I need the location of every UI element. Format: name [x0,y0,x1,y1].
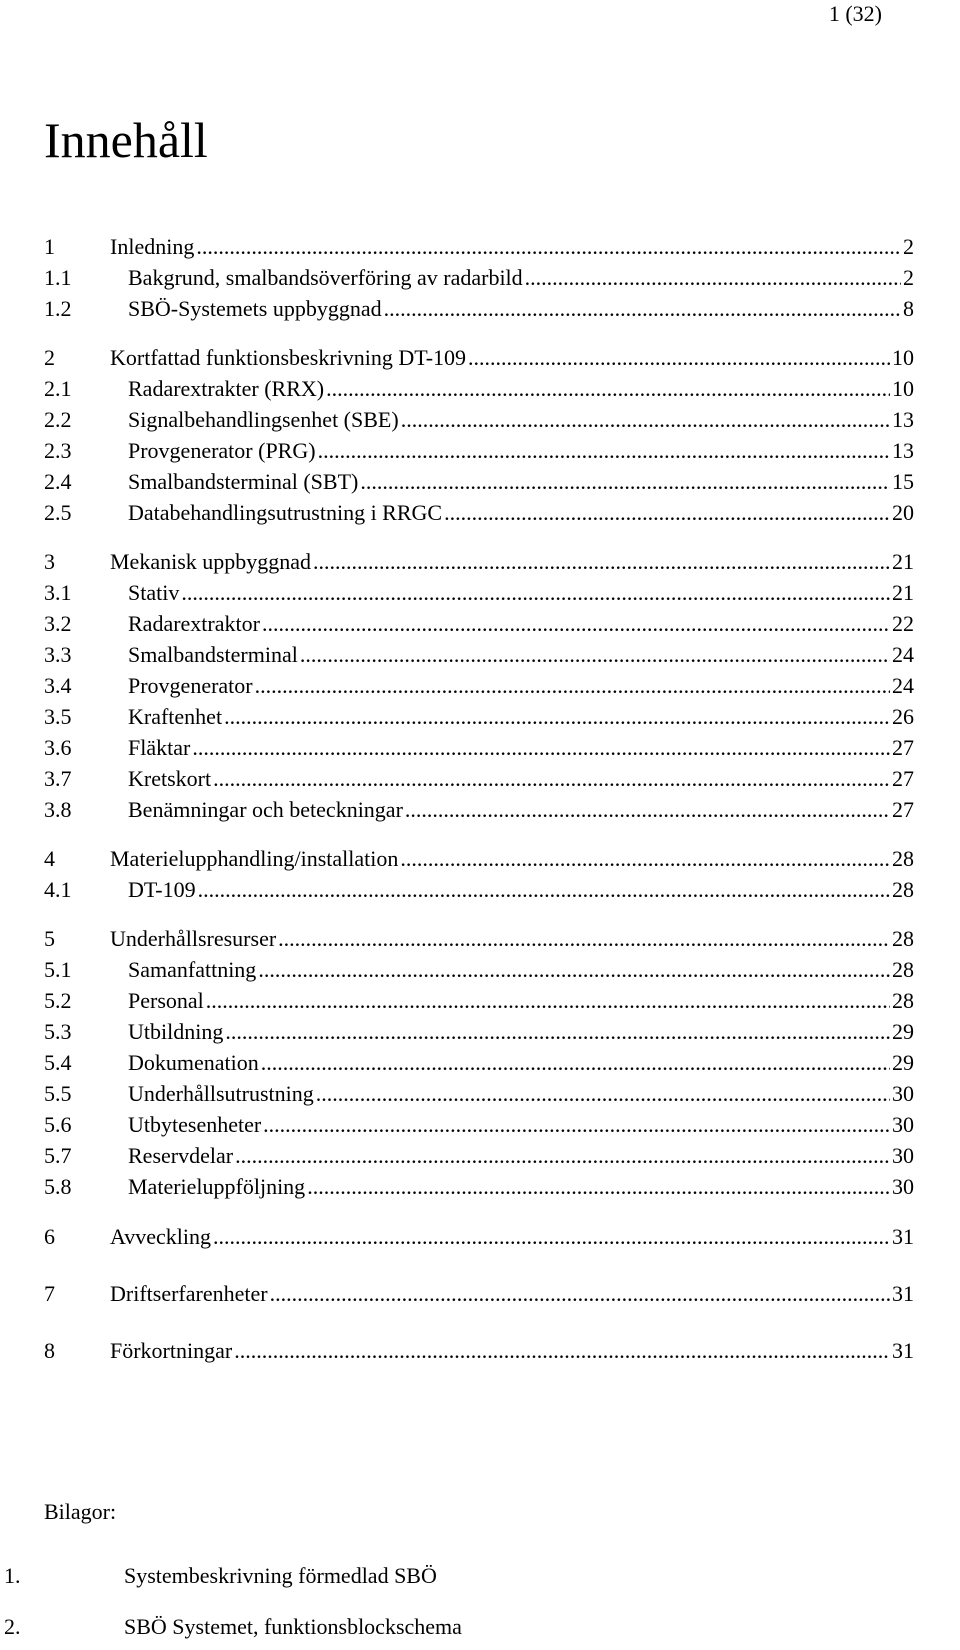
toc-entry[interactable] [44,844,914,874]
toc-entry-number: 2.1 [44,376,72,401]
toc-entry-label: Personal [128,988,204,1013]
toc-entry-label: Underhållsresurser [110,926,277,951]
toc-entry-label: Inledning [110,234,195,259]
toc-dot-leader [213,1222,890,1252]
toc-entry-number: 2.4 [44,469,72,494]
toc-entry[interactable] [44,702,914,732]
toc-entry-label: Materieluppföljning [128,1174,306,1199]
toc-entry-page: 22 [892,611,914,636]
toc-entry-label: Utbildning [128,1019,224,1044]
toc-dot-leader [261,1048,890,1078]
toc-entry-number: 3.4 [44,673,72,698]
toc-entry-page: 30 [892,1081,914,1106]
toc-dot-leader [192,733,890,763]
toc-entry-number: 7 [44,1281,55,1306]
toc-entry-page: 28 [892,988,914,1013]
toc-entry-label: Radarextrakter (RRX) [128,376,325,401]
appendix-item [4,1612,462,1642]
toc-entry-page: 13 [892,438,914,463]
toc-entry-label: Signalbehandlingsenhet (SBE) [128,407,399,432]
toc-entry-number: 2.2 [44,407,72,432]
toc-dot-leader [198,875,890,905]
toc-entry[interactable] [44,294,914,324]
toc-entry[interactable] [44,263,914,293]
toc-dot-leader [326,374,890,404]
toc-entry[interactable] [44,986,914,1016]
toc-entry-number: 5.3 [44,1019,72,1044]
toc-entry[interactable] [44,955,914,985]
toc-entry[interactable] [44,405,914,435]
toc-entry[interactable] [44,547,914,577]
toc-entry-page: 28 [892,877,914,902]
toc-dot-leader [307,1172,890,1202]
toc-entry[interactable] [44,1336,914,1366]
toc-entry-page: 20 [892,500,914,525]
toc-entry-page: 31 [892,1224,914,1249]
toc-entry-label: Samanfattning [128,957,257,982]
toc-entry[interactable] [44,1110,914,1140]
toc-entry[interactable] [44,1172,914,1202]
toc-entry-page: 29 [892,1050,914,1075]
toc-entry-number: 1.2 [44,296,72,321]
toc-entry[interactable] [44,1279,914,1309]
toc-entry-number: 2.3 [44,438,72,463]
toc-entry[interactable] [44,671,914,701]
toc-entry-label: Provgenerator [128,673,253,698]
toc-entry-label: Smalbandsterminal (SBT) [128,469,359,494]
toc-dot-leader [263,1110,890,1140]
toc-dot-leader [206,986,890,1016]
toc-dot-leader [401,405,890,435]
toc-entry[interactable] [44,374,914,404]
toc-entry-number: 5.2 [44,988,72,1013]
toc-entry-number: 4 [44,846,55,871]
page-title: Innehåll [44,112,208,168]
toc-entry-number: 2.5 [44,500,72,525]
toc-entry-number: 5.7 [44,1143,72,1168]
toc-entry-label: Stativ [128,580,180,605]
toc-entry-page: 29 [892,1019,914,1044]
toc-entry-number: 2 [44,345,55,370]
toc-dot-leader [224,702,890,732]
toc-entry[interactable] [44,343,914,373]
toc-entry[interactable] [44,436,914,466]
toc-entry-label: Kraftenhet [128,704,223,729]
toc-entry[interactable] [44,1222,914,1252]
toc-entry-page: 21 [892,580,914,605]
appendices-heading: Bilagor: [44,1499,117,1524]
toc-entry-page: 28 [892,957,914,982]
toc-entry-number: 3.3 [44,642,72,667]
toc-dot-leader [525,263,901,293]
toc-entry-label: Smalbandsterminal [128,642,298,667]
toc-entry-label: Dokumenation [128,1050,259,1075]
toc-entry-page: 30 [892,1174,914,1199]
toc-entry-number: 1 [44,234,55,259]
toc-entry[interactable] [44,467,914,497]
toc-entry-label: DT-109 [128,877,196,902]
toc-dot-leader [360,467,890,497]
toc-dot-leader [400,844,890,874]
toc-dot-leader [318,436,890,466]
toc-entry-page: 28 [892,846,914,871]
toc-entry-label: Radarextraktor [128,611,260,636]
toc-entry-number: 3.7 [44,766,72,791]
toc-entry-page: 27 [892,797,914,822]
toc-entry-number: 3.8 [44,797,72,822]
toc-entry[interactable] [44,764,914,794]
toc-entry-number: 3.2 [44,611,72,636]
toc-entry-number: 5.5 [44,1081,72,1106]
toc-entry[interactable] [44,1048,914,1078]
toc-entry-page: 24 [892,673,914,698]
toc-entry-label: SBÖ-Systemets uppbyggnad [128,296,382,321]
toc-entry-page: 10 [892,376,914,401]
toc-entry-number: 6 [44,1224,55,1249]
toc-entry-label: Benämningar och beteckningar [128,797,403,822]
toc-entry-label: Driftserfarenheter [110,1281,268,1306]
toc-entry-page: 31 [892,1338,914,1363]
toc-entry-label: Utbytesenheter [128,1112,262,1137]
toc-dot-leader [278,924,890,954]
toc-dot-leader [196,232,901,262]
toc-dot-leader [235,1141,890,1171]
toc-entry-number: 5.8 [44,1174,72,1199]
toc-entry-page: 13 [892,407,914,432]
toc-entry-number: 3.5 [44,704,72,729]
toc-entry-page: 2 [903,265,914,290]
toc-dot-leader [468,343,890,373]
toc-entry-page: 21 [892,549,914,574]
toc-entry-number: 3.6 [44,735,72,760]
toc-entry-label: Avveckling [110,1224,212,1249]
appendix-label: SBÖ Systemet, funktionsblockschema [124,1614,462,1639]
toc-entry-number: 3.1 [44,580,72,605]
toc-dot-leader [405,795,890,825]
toc-entry-page: 15 [892,469,914,494]
toc-entry-label: Mekanisk uppbyggnad [110,549,312,574]
toc-dot-leader [444,498,890,528]
toc-entry-label: Kortfattad funktionsbeskrivning DT-109 [110,345,467,370]
toc-entry-label: Förkortningar [110,1338,233,1363]
toc-entry[interactable] [44,498,914,528]
toc-entry-page: 30 [892,1112,914,1137]
toc-entry-page: 27 [892,766,914,791]
toc-entry-label: Kretskort [128,766,212,791]
toc-dot-leader [181,578,890,608]
toc-entry-label: Provgenerator (PRG) [128,438,316,463]
toc-dot-leader [316,1079,890,1109]
toc-entry-number: 5.4 [44,1050,72,1075]
toc-entry-number: 5.1 [44,957,72,982]
toc-entry-page: 8 [903,296,914,321]
toc-entry-number: 5 [44,926,55,951]
toc-entry[interactable] [44,578,914,608]
toc-entry[interactable] [44,1017,914,1047]
toc-dot-leader [255,671,890,701]
toc-entry-number: 4.1 [44,877,72,902]
page-number: 1 (32) [828,1,882,26]
toc-entry-label: Materielupphandling/installation [110,846,399,871]
toc-dot-leader [258,955,890,985]
toc-entry-label: Reservdelar [128,1143,234,1168]
toc-entry-page: 24 [892,642,914,667]
appendix-number: 1. [4,1563,21,1588]
toc-dot-leader [313,547,890,577]
toc-entry[interactable] [44,795,914,825]
toc-entry[interactable] [44,875,914,905]
toc-entry-label: Databehandlingsutrustning i RRGC [128,500,443,525]
toc-entry-number: 3 [44,549,55,574]
toc-dot-leader [225,1017,890,1047]
toc-dot-leader [234,1336,890,1366]
toc-entry[interactable] [44,609,914,639]
toc-entry-number: 1.1 [44,265,72,290]
toc-entry-page: 28 [892,926,914,951]
toc-entry-number: 8 [44,1338,55,1363]
toc-entry-label: Fläktar [128,735,191,760]
toc-entry[interactable] [44,733,914,763]
toc-entry-page: 27 [892,735,914,760]
toc-entry-page: 31 [892,1281,914,1306]
toc-dot-leader [262,609,890,639]
toc-entry-page: 2 [903,234,914,259]
toc-entry-label: Underhållsutrustning [128,1081,314,1106]
appendix-number: 2. [4,1614,21,1639]
toc-entry-number: 5.6 [44,1112,72,1137]
toc-entry[interactable] [44,232,914,262]
toc-dot-leader [270,1279,890,1309]
toc-dot-leader [300,640,890,670]
appendix-item [4,1561,437,1591]
appendix-label: Systembeskrivning förmedlad SBÖ [124,1563,437,1588]
toc-dot-leader [213,764,890,794]
toc-entry[interactable] [44,640,914,670]
toc-entry-page: 26 [892,704,914,729]
toc-entry-page: 10 [892,345,914,370]
toc-entry[interactable] [44,1079,914,1109]
toc-entry-page: 30 [892,1143,914,1168]
toc-dot-leader [384,294,901,324]
toc-entry[interactable] [44,924,914,954]
toc-entry-label: Bakgrund, smalbandsöverföring av radarbild [128,265,523,290]
toc-entry[interactable] [44,1141,914,1171]
